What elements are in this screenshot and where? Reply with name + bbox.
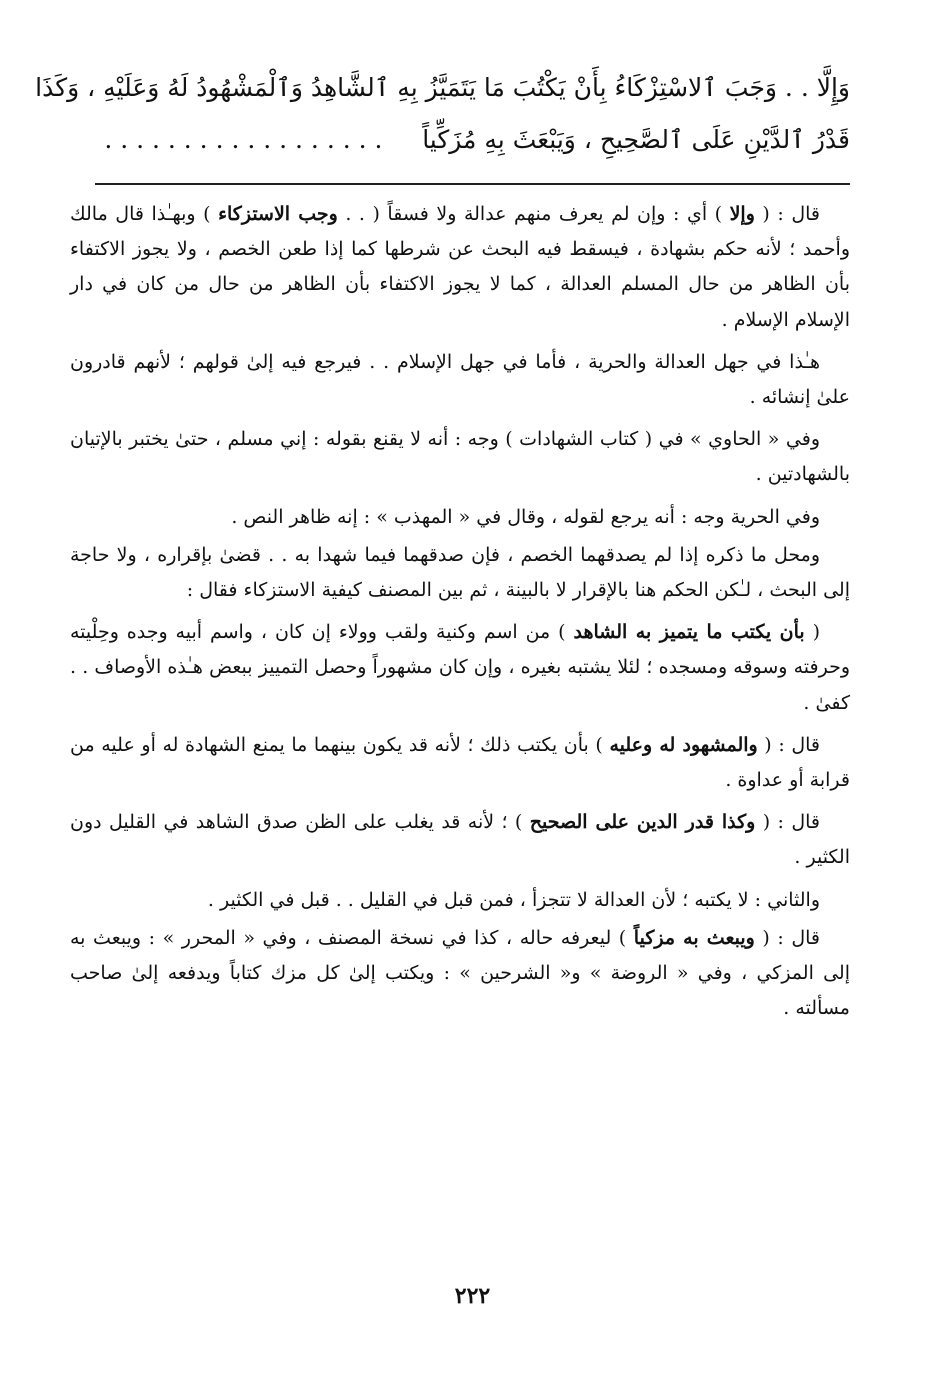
paragraph-text: ) ليعرفه حاله ، كذا في نسخة المصنف ، وفي « المحرر » : ويبعث به إلى المزكي ، وفي « الروضة » و« الشرحين » : ويكتب إلىٰ كل مزك كتاباً ويدفعه إلىٰ صاحب مسألته . — [70, 926, 850, 1020]
paragraph-text: قال : ( — [755, 811, 820, 834]
main-text-line-2 — [70, 114, 850, 166]
main-text — [35, 62, 850, 166]
paragraph-text: ( — [804, 621, 820, 644]
main-text-line-1: وَإِلَّا . . وَجَبَ ٱلاسْتِزْكَاءُ بِأَنْ يَكْتُبَ مَا يَتَمَيَّزُ بِهِ ٱلشَّاهِدُ وَٱلْمَشْهُودُ لَهُ وَعَلَيْهِ ، وَكَذَا — [35, 73, 850, 102]
quoted-term: وإلا — [729, 203, 755, 225]
paragraph-text: ) بأن يكتب ذلك ؛ لأنه قد يكون بينهما ما يمنع الشهادة له أو عليه من قرابة أو عداوة . — [70, 733, 850, 792]
paragraph-text: قال : ( — [754, 926, 821, 949]
quoted-term: وجب الاستزكاء — [218, 203, 338, 225]
quoted-term: ويبعث به مزكياً — [633, 926, 755, 949]
paragraph-text: قال : ( — [757, 733, 820, 756]
separator-rule — [95, 183, 850, 185]
page-number: ٢٢٢ — [454, 1283, 491, 1309]
commentary-paragraph-8 — [70, 805, 850, 875]
commentary-paragraph-7 — [70, 728, 850, 798]
quoted-term: والمشهود له وعليه — [609, 733, 758, 756]
commentary-block — [70, 197, 850, 1033]
paragraph-text: ) وبهـٰذا قال مالك وأحمد ؛ لأنه حكم بشهادة ، فيسقط فيه البحث عن شرطها كما إذا طعن الخصم ، ولا يجوز الاكتفاء بأن الظاهر من حال المسلم العدالة ، كما لا يجوز الاكتفاء بأن الظاهر من حال من كان في دار الإسلام الإسلام . — [70, 203, 850, 331]
paragraph-text: ) من اسم وكنية ولقب وولاء إن كان ، واسم أبيه وجده وحِلْيته وحرفته وسوقه ومسجده ؛ لئلا يشتبه بغيره ، وإن كان مشهوراً وحصل التمييز ببعض هـٰذه الأوصاف . . كفىٰ . — [70, 621, 850, 714]
main-text-block — [35, 62, 850, 166]
quoted-term: وكذا قدر الدين على الصحيح — [529, 811, 756, 834]
commentary-paragraph-10 — [70, 921, 850, 1027]
quoted-term: بأن يكتب ما يتميز به الشاهد — [573, 621, 805, 644]
commentary-paragraph-4: وفي الحرية وجه : أنه يرجع لقوله ، وقال في « المهذب » : إنه ظاهر النص . — [231, 505, 820, 528]
main-text-dots: . . . . . . . . . . . . . . . . . . — [104, 125, 383, 154]
commentary-paragraph-9: والثاني : لا يكتبه ؛ لأن العدالة لا تتجزأ ، فمن قبل في القليل . . قبل في الكثير . — [207, 888, 820, 911]
commentary-paragraph-6 — [70, 615, 850, 721]
main-text-line-2-text: قَدْرُ ٱلدَّيْنِ عَلَى ٱلصَّحِيحِ ، وَيَبْعَثَ بِهِ مُزَكِّياً — [422, 125, 850, 154]
paragraph-text: ) ؛ لأنه قد يغلب على الظن صدق الشاهد في القليل دون الكثير . — [70, 811, 850, 869]
paragraph-text: ) أي : وإن لم يعرف منهم عدالة ولا فسقاً ( . . — [337, 203, 730, 225]
commentary-paragraph-5: ومحل ما ذكره إذا لم يصدقهما الخصم ، فإن صدقهما فيما شهدا به . . قضىٰ بإقراره ، ولا حاجة إلى البحث ، لـٰكن الحكم هنا بالإقرار لا بالبينة ، ثم بين المصنف كيفية الاستزكاء فقال : — [70, 543, 850, 602]
commentary-paragraph-1 — [70, 197, 850, 338]
commentary-paragraph-3: وفي « الحاوي » في ( كتاب الشهادات ) وجه : أنه لا يقنع بقوله : إني مسلم ، حتىٰ يختبر بالإتيان بالشهادتين . — [70, 428, 850, 486]
commentary-paragraph-2: هـٰذا في جهل العدالة والحرية ، فأما في جهل الإسلام . . فيرجع فيه إلىٰ قولهم ؛ لأنهم قادرون علىٰ إنشائه . — [70, 350, 850, 409]
paragraph-text: قال : ( — [754, 203, 820, 225]
